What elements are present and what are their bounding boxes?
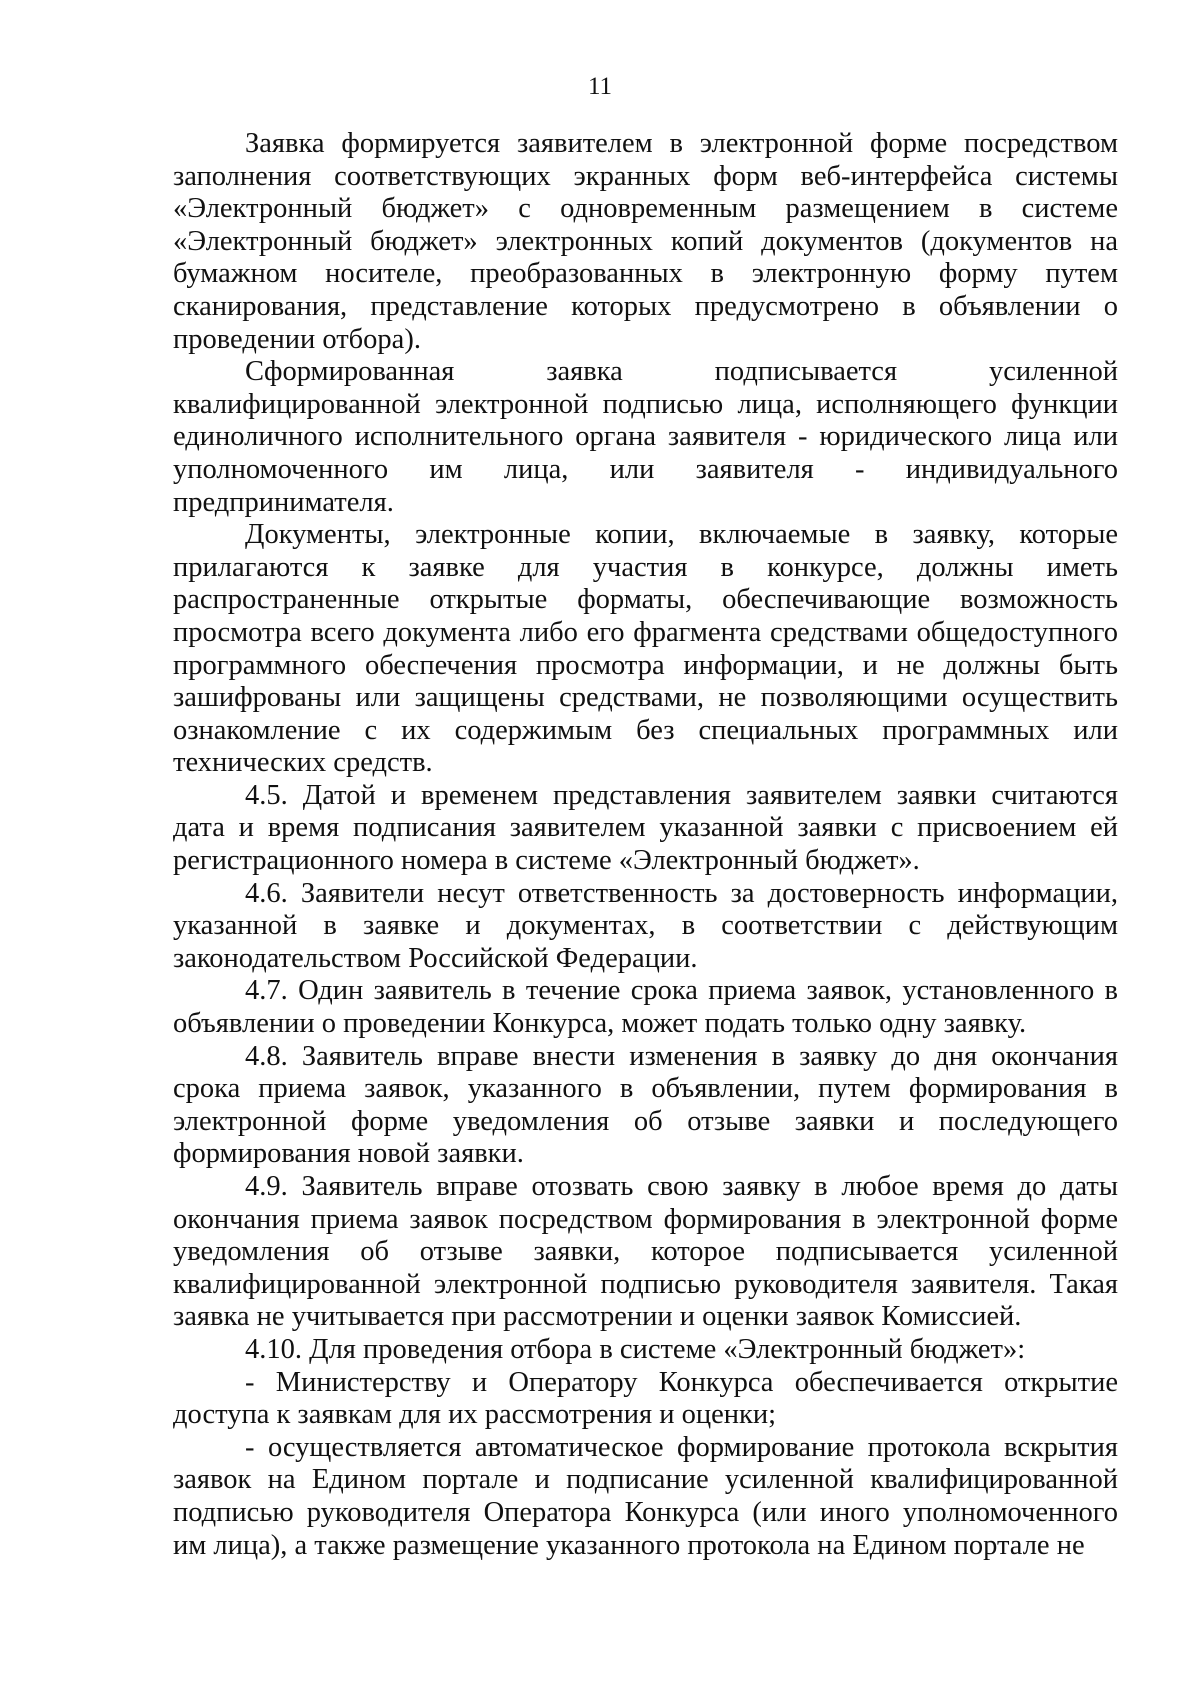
paragraph: - Министерству и Оператору Конкурса обеспечивается открытие доступа к заявкам для их рассмотрения и оценки; (173, 1366, 1118, 1431)
paragraph: - осуществляется автоматическое формирование протокола вскрытия заявок на Едином портале и подписание усиленной квалифицированной подписью руководителя Оператора Конкурса (или иного уполномоченного им лица), а также размещение указанного протокола на Едином портале не (173, 1431, 1118, 1561)
paragraph: 4.9. Заявитель вправе отозвать свою заявку в любое время до даты окончания приема заявок посредством формирования в электронной форме уведомления об отзыве заявки, которое подписывается усиленной квалифицированной электронной подписью руководителя заявителя. Такая заявка не учитывается при рассмотрении и оценки заявок Комиссией. (173, 1171, 1118, 1333)
paragraph: Документы, электронные копии, включаемые в заявку, которые прилагаются к заявке для участия в конкурсе, должны иметь распространенные открытые форматы, обеспечивающие возможность просмотра всего документа либо его фрагмента средствами общедоступного программного обеспечения просмотра информации, и не должны быть зашифрованы или защищены средствами, не позволяющими осуществить ознакомление с их содержимым без специальных программных или технических средств. (173, 519, 1118, 779)
document-body (173, 128, 1118, 1562)
paragraph: 4.5. Датой и временем представления заявителем заявки считаются дата и время подписания заявителем указанной заявки с присвоением ей регистрационного номера в системе «Электронный бюджет». (173, 779, 1118, 877)
paragraph: Сформированная заявка подписывается усиленной квалифицированной электронной подписью лица, исполняющего функции единоличного исполнительного органа заявителя - юридического лица или уполномоченного им лица, или заявителя - индивидуального предпринимателя. (173, 356, 1118, 518)
paragraph: 4.7. Один заявитель в течение срока приема заявок, установленного в объявлении о проведении Конкурса, может подать только одну заявку. (173, 975, 1118, 1040)
page-number: 11 (587, 73, 613, 100)
paragraph: Заявка формируется заявителем в электронной форме посредством заполнения соответствующих экранных форм веб-интерфейса системы «Электронный бюджет» с одновременным размещением в системе «Электронный бюджет» электронных копий документов (документов на бумажном носителе, преобразованных в электронную форму путем сканирования, представление которых предусмотрено в объявлении о проведении отбора). (173, 128, 1118, 355)
paragraph: 4.6. Заявители несут ответственность за достоверность информации, указанной в заявке и документах, в соответствии с действующим законодательством Российской Федерации. (173, 877, 1118, 974)
paragraph: 4.8. Заявитель вправе внести изменения в заявку до дня окончания срока приема заявок, указанного в объявлении, путем формирования в электронной форме уведомления об отзыве заявки и последующего формирования новой заявки. (173, 1040, 1118, 1170)
paragraph: 4.10. Для проведения отбора в системе «Электронный бюджет»: (245, 1333, 1026, 1365)
